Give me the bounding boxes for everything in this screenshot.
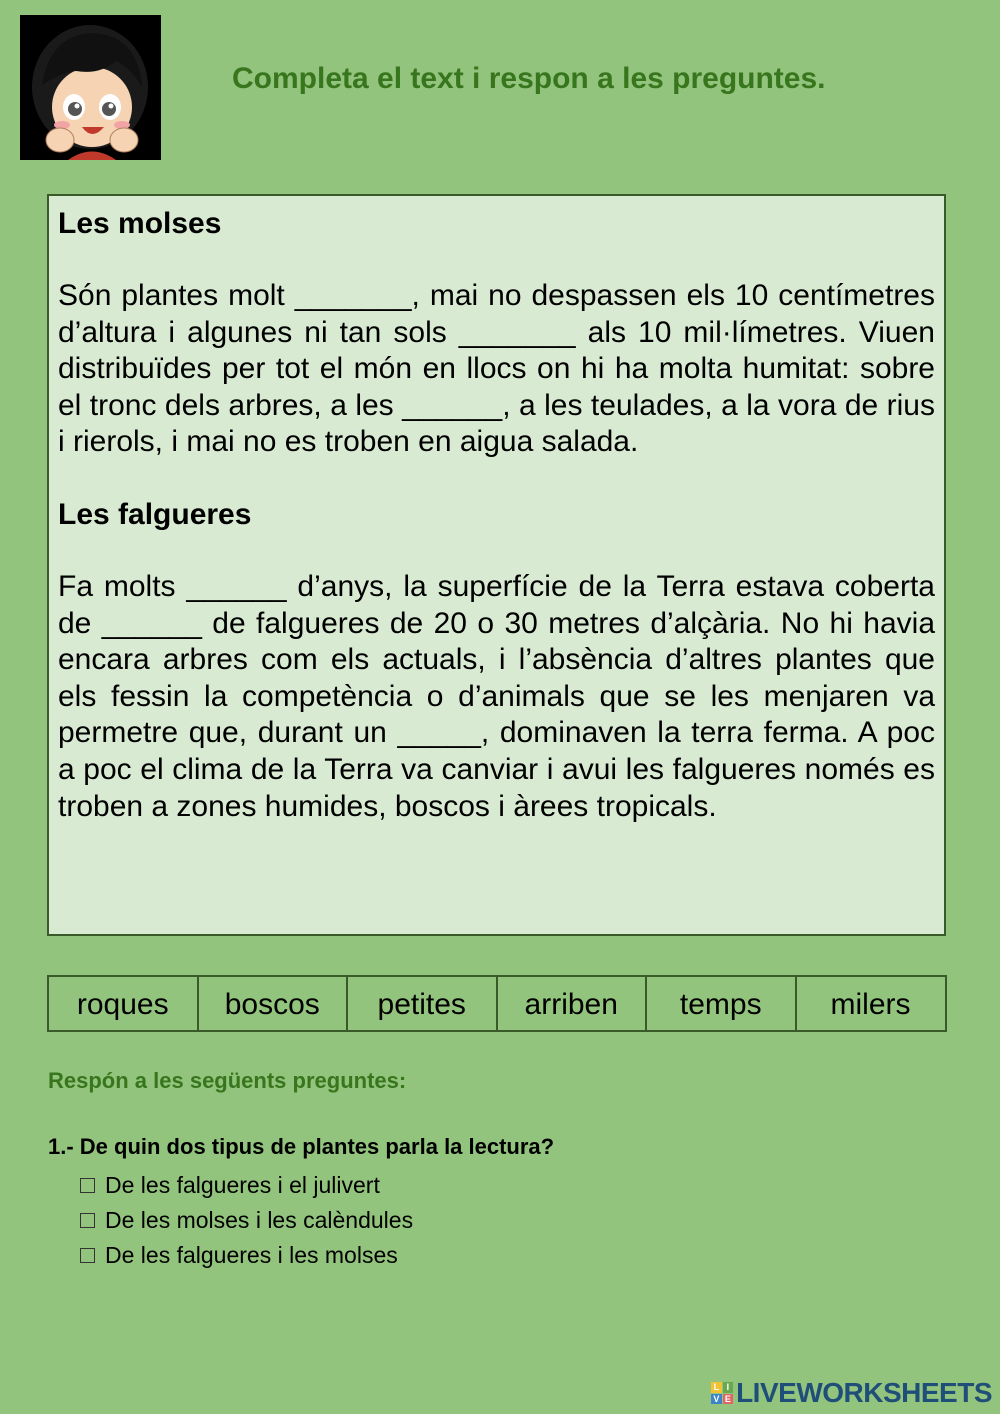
word-bank — [47, 975, 947, 1032]
option-checkbox[interactable] — [80, 1248, 95, 1263]
logo-letter: V — [711, 1394, 722, 1405]
word-bank-item[interactable]: milers — [830, 988, 911, 1021]
word-bank-item[interactable]: roques — [49, 977, 199, 1030]
option-item — [80, 1168, 413, 1203]
question-1-options — [80, 1168, 413, 1273]
word-bank-item[interactable]: boscos — [199, 977, 349, 1030]
avatar-image — [20, 15, 161, 160]
liveworksheets-logo-icon — [711, 1382, 733, 1404]
question-1-text: 1.- De quin dos tipus de plantes parla la lectura? — [48, 1134, 555, 1159]
logo-letter: L — [711, 1382, 722, 1393]
logo-letter: I — [723, 1382, 734, 1393]
option-item — [80, 1238, 413, 1273]
questions-instruction: Respón a les següents preguntes: — [48, 1068, 407, 1093]
section-body-molses: Són plantes molt _______, mai no despassen els 10 centímetres d’altura i algunes ni tan sols _______ als 10 mil·límetres. Viuen distribuïdes per tot el món en llocs on hi ha molta humitat: sobre el tronc dels arbres, a les ______, a les teulades, a la vora de rius i rierols, i mai no es troben en aigua salada. — [58, 279, 935, 459]
word-bank-item[interactable]: arriben — [498, 977, 648, 1030]
option-item — [80, 1203, 413, 1238]
girl-avatar-icon — [20, 15, 161, 160]
option-checkbox[interactable] — [80, 1213, 95, 1228]
page-title: Completa el text i respon a les preguntes. — [232, 62, 826, 95]
word-bank-item[interactable]: petites — [348, 977, 498, 1030]
option-label: De les falgueres i el julivert — [105, 1172, 380, 1198]
footer-brand — [711, 1377, 992, 1409]
option-checkbox[interactable] — [80, 1178, 95, 1193]
brand-name: LIVEWORKSHEETS — [736, 1377, 992, 1408]
option-label: De les falgueres i les molses — [105, 1242, 398, 1268]
section-body-falgueres: Fa molts ______ d’anys, la superfície de la Terra estava coberta de ______ de falgueres de 20 o 30 metres d’alçària. No hi havia encara arbres com els actuals, i l’absència d’altres plantes que els fessin la competència o d’animals que se les menjaren va permetre que, durant un _____, dominaven la terra ferma. A poc a poc el clima de la Terra va canviar i avui les falgueres només es troben a zones humides, boscos i àrees tropicals. — [58, 569, 935, 823]
word-bank-item[interactable]: temps — [647, 977, 797, 1030]
logo-letter: E — [723, 1394, 734, 1405]
section-heading-molses: Les molses — [58, 207, 222, 240]
reading-text-box — [47, 194, 946, 936]
section-heading-falgueres: Les falgueres — [58, 497, 252, 531]
option-label: De les molses i les calèndules — [105, 1207, 414, 1233]
